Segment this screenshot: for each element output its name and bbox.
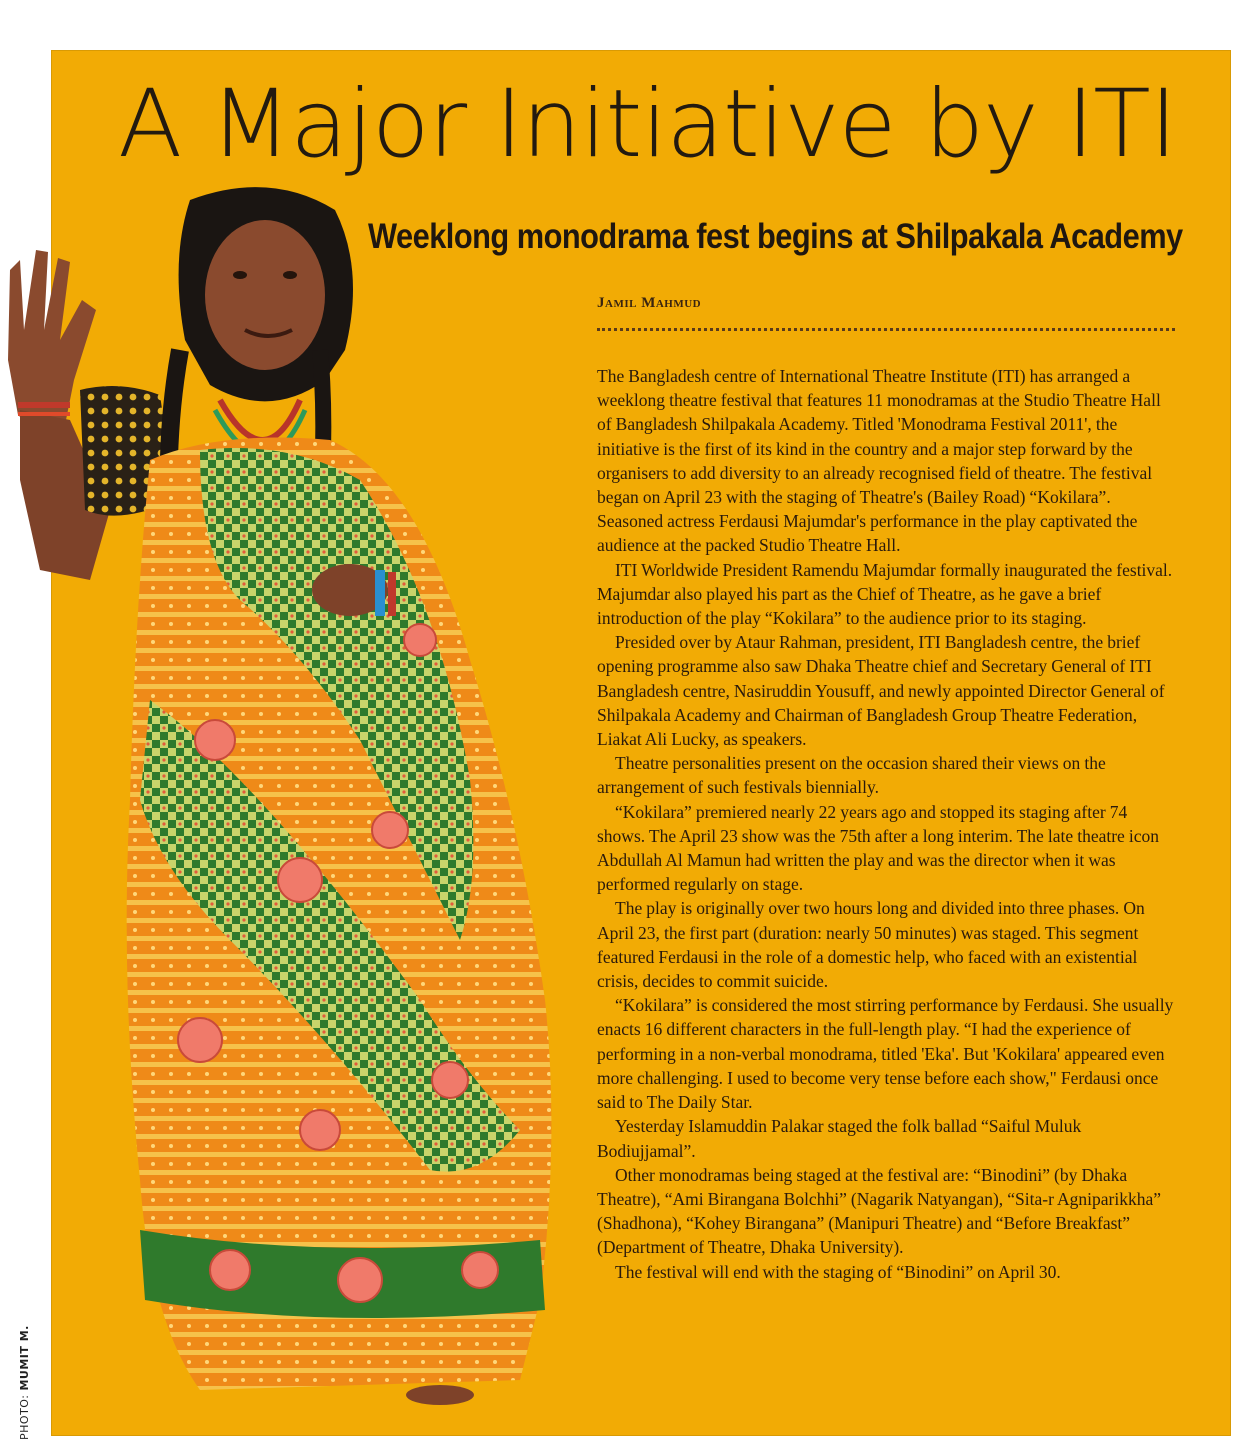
photo-credit-name: MUMIT M. — [18, 1325, 31, 1391]
article-paragraph: Yesterday Islamuddin Palakar staged the folk ballad “Saiful Muluk Bodiujjamal”. — [597, 1116, 1082, 1161]
article-paragraph: The Bangladesh centre of International Theatre Institute (ITI) has arranged a weeklong theatre festival that features 11 monodramas at the Studio Theatre Hall of Bangladesh Shilpakala Academy. Titled 'Monodrama Festival 2011', the initiative is the first of its kind in the country and a major step forward by the organisers to add diversity to an already recognised field of theatre. The festival began on April 23 with the staging of Theatre's (Bailey Road) “Kokilara”. Seasoned actress Ferdausi Majumdar's performance in the play captivated the audience at the packed Studio Theatre Hall. — [597, 366, 1161, 556]
article-paragraph: The festival will end with the staging of “Binodini” on April 30. — [615, 1261, 1061, 1282]
article-paragraph: Presided over by Ataur Rahman, president, ITI Bangladesh centre, the brief opening programme also saw Dhaka Theatre chief and Secretary General of ITI Bangladesh centre, Nasiruddin Yousuff, and newly appointed Director General of Shilpakala Academy and Chairman of Bangladesh Group Theatre Federation, Liakat Ali Lucky, as speakers. — [597, 632, 1165, 750]
article-paragraph: Theatre personalities present on the occasion shared their views on the arrangement of such festivals biennially. — [597, 753, 1106, 798]
headline: A Major Initiative by ITI — [118, 70, 1177, 179]
article-paragraph: “Kokilara” is considered the most stirring performance by Ferdausi. She usually enacts 16 different characters in the full-length play. “I had the experience of performing in a non-verbal monodrama, titled 'Eka'. But 'Kokilara' appeared even more challenging. I used to become very tense before each show," Ferdausi once said to The Daily Star. — [597, 995, 1174, 1113]
byline: Jamil Mahmud — [597, 295, 702, 311]
article-paragraph: Other monodramas being staged at the festival are: “Binodini” (by Dhaka Theatre), “Ami Birangana Bolchhi” (Nagarik Natyangan), “Sita-r Agniparikkha” (Shadhona), “Kohey Birangana” (Manipuri Theatre) and “Before Breakfast” (Department of Theatre, Dhaka University). — [597, 1164, 1162, 1258]
article-paragraph: ITI Worldwide President Ramendu Majumdar formally inaugurated the festival. Majumdar also played his part as the Chief of Theatre, as he gave a brief introduction of the play “Kokilara” to the audience prior to its staging. — [597, 559, 1173, 629]
photo-credit — [18, 1325, 31, 1440]
actress-photo — [0, 180, 600, 1420]
article-body — [597, 364, 1177, 1284]
subheadline: Weeklong monodrama fest begins at Shilpakala Academy — [368, 217, 1183, 256]
photo-credit-label: PHOTO: — [18, 1394, 31, 1440]
article-paragraph: “Kokilara” premiered nearly 22 years ago and stopped its staging after 74 shows. The April 23 show was the 75th after a long interim. The late theatre icon Abdullah Al Mamun had written the play and was the director when it was performed regularly on stage. — [597, 801, 1160, 895]
article-paragraph: The play is originally over two hours long and divided into three phases. On April 23, the first part (duration: nearly 50 minutes) was staged. This segment featured Ferdausi in the role of a domestic help, who faced with an existential crisis, decides to commit suicide. — [597, 898, 1145, 992]
dotted-divider — [597, 328, 1175, 331]
